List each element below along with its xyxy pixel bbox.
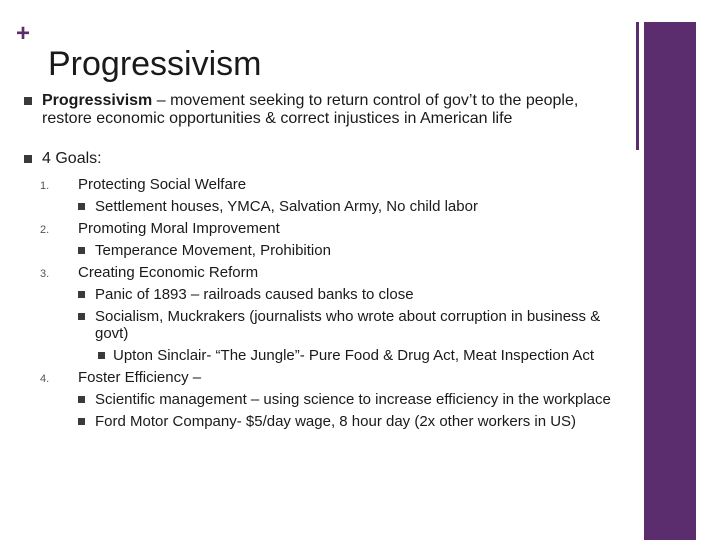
goal-label: Foster Efficiency – bbox=[78, 369, 202, 386]
goal-number: 2. bbox=[40, 224, 50, 236]
accent-bar-thick bbox=[644, 22, 696, 540]
sub-bullet bbox=[22, 286, 632, 303]
sub-bullet-text: Socialism, Muckrakers (journalists who wrote about corruption in business & govt) bbox=[95, 308, 601, 342]
goal-number: 1. bbox=[40, 180, 50, 192]
bullet-term: Progressivism bbox=[42, 92, 153, 109]
goal-item bbox=[22, 176, 632, 193]
goal-item bbox=[22, 264, 632, 281]
slide-title: Progressivism bbox=[48, 45, 262, 83]
bullet-goals-heading bbox=[22, 150, 632, 168]
goal-item bbox=[22, 369, 632, 386]
sub-sub-bullet-text: Upton Sinclair- “The Jungle”- Pure Food & Drug Act, Meat Inspection Act bbox=[113, 347, 595, 364]
square-bullet-icon bbox=[78, 247, 85, 254]
goals-list bbox=[22, 176, 632, 430]
square-bullet-icon bbox=[78, 396, 85, 403]
plus-icon: + bbox=[16, 20, 31, 47]
sub-bullet bbox=[22, 391, 632, 408]
square-bullet-icon bbox=[98, 352, 105, 359]
square-bullet-icon bbox=[78, 203, 85, 210]
accent-bar-thin bbox=[636, 22, 639, 150]
square-bullet-icon bbox=[78, 313, 85, 320]
sub-bullet bbox=[22, 242, 632, 259]
goal-item bbox=[22, 220, 632, 237]
sub-bullet bbox=[22, 198, 632, 215]
goal-label: Creating Economic Reform bbox=[78, 264, 259, 281]
square-bullet-icon bbox=[78, 418, 85, 425]
sub-bullet-text: Temperance Movement, Prohibition bbox=[95, 242, 331, 259]
goal-number: 4. bbox=[40, 373, 50, 385]
sub-bullet-text: Scientific management – using science to increase efficiency in the workplace bbox=[95, 391, 611, 408]
bullet-text: 4 Goals: bbox=[42, 150, 102, 167]
sub-bullet bbox=[22, 413, 632, 430]
sub-bullet-text: Settlement houses, YMCA, Salvation Army, No child labor bbox=[95, 198, 478, 215]
square-bullet-icon bbox=[24, 155, 32, 163]
bullet-definition bbox=[22, 92, 632, 128]
sub-sub-bullet bbox=[22, 347, 632, 364]
sub-bullet-text: Ford Motor Company- $5/day wage, 8 hour day (2x other workers in US) bbox=[95, 413, 577, 430]
goal-label: Promoting Moral Improvement bbox=[78, 220, 280, 237]
sub-bullet bbox=[22, 308, 632, 342]
sub-bullet-text: Panic of 1893 – railroads caused banks to close bbox=[95, 286, 414, 303]
square-bullet-icon bbox=[78, 291, 85, 298]
goal-number: 3. bbox=[40, 268, 50, 280]
square-bullet-icon bbox=[24, 97, 32, 105]
slide-body bbox=[22, 92, 632, 430]
bullet-text: – movement seeking to return control of gov’t to the people, restore economic opportunities & correct injustices in American life bbox=[42, 92, 579, 127]
goal-label: Protecting Social Welfare bbox=[78, 176, 247, 193]
